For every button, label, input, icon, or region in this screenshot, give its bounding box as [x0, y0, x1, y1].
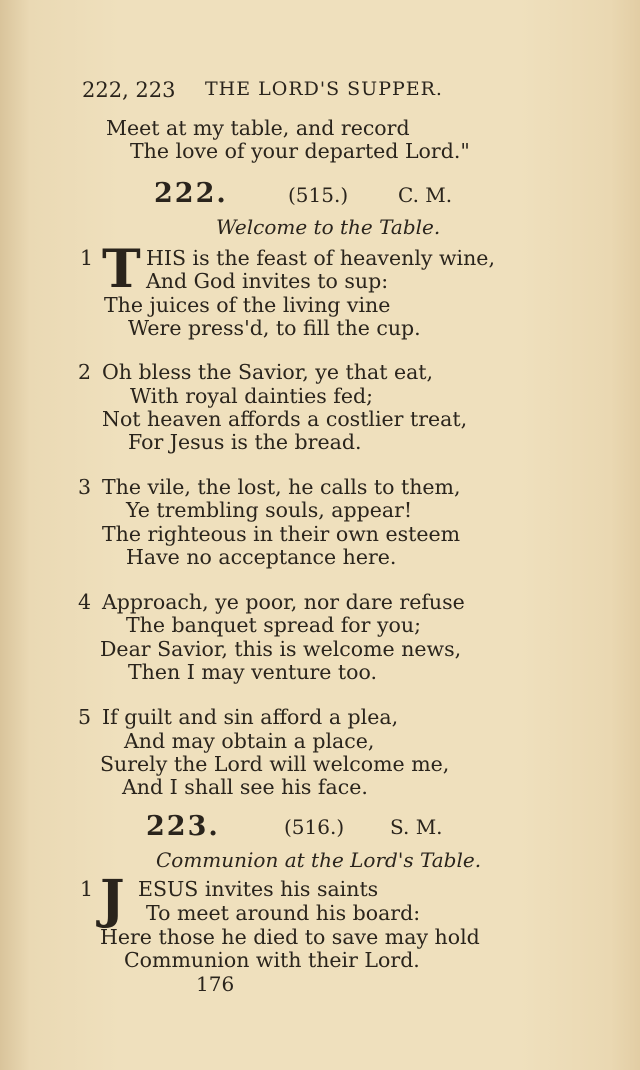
verse-line: Approach, ye poor, nor dare refuse	[102, 590, 465, 614]
verse-line: Surely the Lord will welcome me,	[100, 752, 450, 776]
verse-line: Ye trembling souls, appear!	[126, 498, 413, 522]
verse-number: 3	[78, 475, 92, 499]
verse-line: The righteous in their own esteem	[102, 522, 461, 546]
verse-line: For Jesus is the bread.	[128, 430, 362, 454]
verse-line: The juices of the living vine	[104, 293, 391, 317]
hymn-meter: S. M.	[390, 815, 443, 839]
hymn-subtitle: Welcome to the Table.	[216, 215, 441, 239]
drop-cap: T	[102, 239, 141, 300]
verse-number: 4	[78, 590, 92, 614]
verse-line: Dear Savior, this is welcome news,	[100, 637, 462, 661]
verse-line: And God invites to sup:	[146, 269, 389, 293]
verse-line: The vile, the lost, he calls to them,	[102, 475, 461, 499]
hymn-number: 223.	[146, 811, 220, 842]
verse-line: Oh bless the Savior, ye that eat,	[102, 360, 434, 384]
verse-line: With royal dainties fed;	[130, 384, 374, 408]
verse-line: Have no acceptance here.	[126, 545, 397, 569]
hymn-subtitle: Communion at the Lord's Table.	[156, 848, 482, 872]
running-head-numbers: 222, 223	[82, 78, 176, 102]
verse-number: 5	[78, 705, 92, 729]
verse-number: 2	[78, 360, 92, 384]
running-head-title: THE LORD'S SUPPER.	[205, 78, 443, 100]
verse-line: ESUS invites his saints	[138, 877, 379, 901]
verse-line: The banquet spread for you;	[126, 613, 421, 637]
verse-line: Communion with their Lord.	[124, 948, 420, 972]
hymn-tune-number: (516.)	[284, 815, 345, 839]
verse-number: 1	[80, 877, 94, 901]
verse-line: Were press'd, to fill the cup.	[128, 316, 421, 340]
verse-number: 1	[80, 246, 94, 270]
verse-line: Not heaven affords a costlier treat,	[102, 407, 468, 431]
verse-line: And may obtain a place,	[124, 729, 375, 753]
verse-line: To meet around his board:	[146, 901, 421, 925]
verse-line: If guilt and sin afford a plea,	[102, 705, 399, 729]
hymn-meter: C. M.	[398, 183, 453, 207]
verse-line: And I shall see his face.	[122, 775, 368, 799]
verse-line: Then I may venture too.	[128, 660, 377, 684]
hymn-tune-number: (515.)	[288, 183, 349, 207]
drop-cap: J	[100, 869, 125, 930]
carryover-line: The love of your departed Lord."	[130, 139, 470, 163]
page-number: 176	[196, 972, 235, 996]
carryover-line: Meet at my table, and record	[106, 116, 410, 140]
verse-line: HIS is the feast of heavenly wine,	[146, 246, 495, 270]
hymn-number: 222.	[154, 178, 228, 209]
verse-line: Here those he died to save may hold	[100, 925, 480, 949]
